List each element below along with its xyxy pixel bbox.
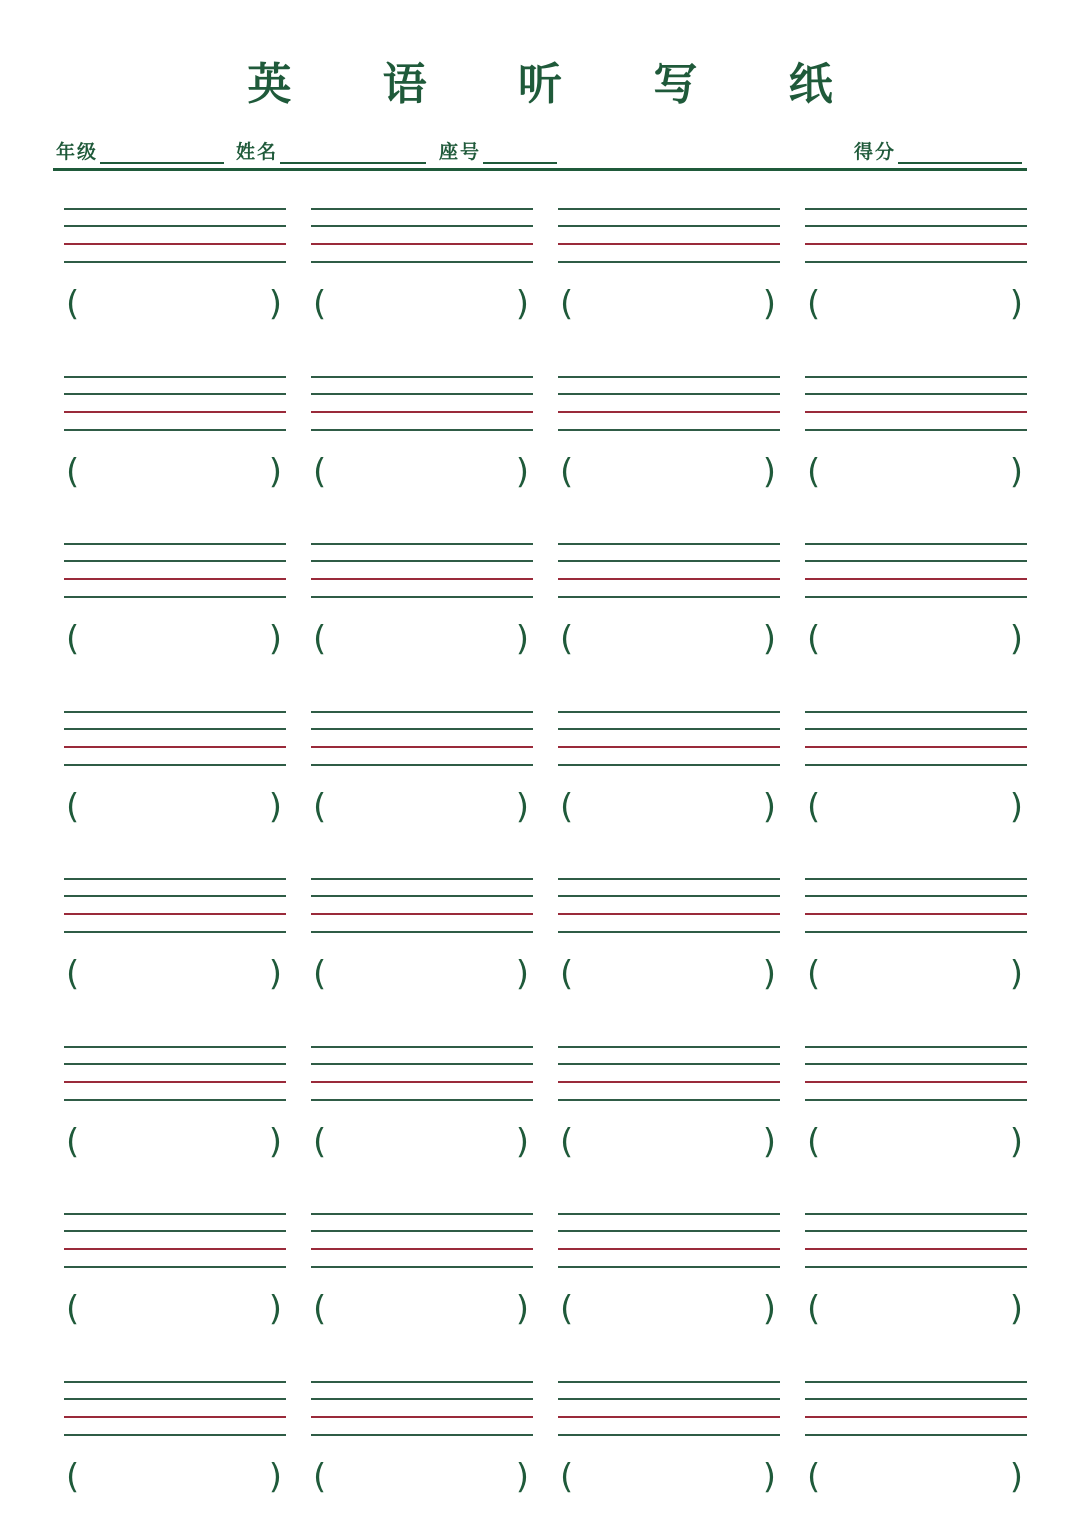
baseline-red-line xyxy=(64,1081,286,1083)
guide-line xyxy=(64,560,286,562)
writing-cell[interactable] xyxy=(311,878,533,1018)
open-paren: ( xyxy=(313,787,327,827)
score-label: 得分 xyxy=(854,141,897,163)
guide-line xyxy=(805,878,1027,880)
guide-line xyxy=(311,1381,533,1383)
close-paren: ) xyxy=(762,787,776,827)
open-paren: ( xyxy=(313,1289,327,1329)
guide-line xyxy=(805,1381,1027,1383)
open-paren: ( xyxy=(807,787,821,827)
guide-line xyxy=(311,711,533,713)
close-paren: ) xyxy=(268,1122,282,1162)
writing-cell[interactable] xyxy=(558,1381,780,1521)
guide-line xyxy=(558,1046,780,1048)
guide-line xyxy=(64,429,286,431)
guide-line xyxy=(558,225,780,227)
open-paren: ( xyxy=(66,1457,80,1497)
close-paren: ) xyxy=(268,1289,282,1329)
guide-line xyxy=(805,543,1027,545)
close-paren: ) xyxy=(515,1122,529,1162)
close-paren: ) xyxy=(268,787,282,827)
baseline-red-line xyxy=(805,913,1027,915)
guide-line xyxy=(805,895,1027,897)
close-paren: ) xyxy=(1009,787,1023,827)
baseline-red-line xyxy=(805,1248,1027,1250)
guide-line xyxy=(558,560,780,562)
baseline-red-line xyxy=(311,1081,533,1083)
guide-line xyxy=(311,1063,533,1065)
guide-line xyxy=(64,1381,286,1383)
close-paren: ) xyxy=(268,954,282,994)
baseline-red-line xyxy=(558,411,780,413)
guide-line xyxy=(805,1266,1027,1268)
open-paren: ( xyxy=(66,284,80,324)
guide-line xyxy=(558,429,780,431)
baseline-red-line xyxy=(64,578,286,580)
baseline-red-line xyxy=(558,578,780,580)
guide-line xyxy=(64,1230,286,1232)
guide-line xyxy=(64,1434,286,1436)
grade-label: 年级 xyxy=(56,141,99,163)
baseline-red-line xyxy=(64,1416,286,1418)
baseline-red-line xyxy=(558,243,780,245)
open-paren: ( xyxy=(66,1122,80,1162)
guide-line xyxy=(311,1398,533,1400)
name-label: 姓名 xyxy=(236,141,279,163)
close-paren: ) xyxy=(268,284,282,324)
guide-line xyxy=(311,429,533,431)
close-paren: ) xyxy=(515,787,529,827)
guide-line xyxy=(311,1230,533,1232)
guide-line xyxy=(64,261,286,263)
guide-line xyxy=(558,728,780,730)
baseline-red-line xyxy=(311,578,533,580)
guide-line xyxy=(558,596,780,598)
baseline-red-line xyxy=(805,578,1027,580)
guide-line xyxy=(64,376,286,378)
guide-line xyxy=(558,1266,780,1268)
open-paren: ( xyxy=(560,284,574,324)
writing-cell[interactable] xyxy=(64,878,286,1018)
guide-line xyxy=(64,1099,286,1101)
close-paren: ) xyxy=(515,619,529,659)
open-paren: ( xyxy=(560,1457,574,1497)
writing-cell[interactable] xyxy=(805,1381,1027,1521)
baseline-red-line xyxy=(311,913,533,915)
open-paren: ( xyxy=(313,284,327,324)
guide-line xyxy=(805,1099,1027,1101)
writing-cell[interactable] xyxy=(558,1046,780,1186)
close-paren: ) xyxy=(762,1122,776,1162)
guide-line xyxy=(64,208,286,210)
guide-line xyxy=(311,1099,533,1101)
writing-cell[interactable] xyxy=(805,1213,1027,1353)
writing-cell[interactable] xyxy=(558,1213,780,1353)
writing-cell[interactable] xyxy=(558,543,780,683)
guide-line xyxy=(64,931,286,933)
writing-cell[interactable] xyxy=(311,1046,533,1186)
guide-line xyxy=(311,393,533,395)
guide-line xyxy=(64,596,286,598)
guide-line xyxy=(805,376,1027,378)
open-paren: ( xyxy=(313,1122,327,1162)
open-paren: ( xyxy=(66,954,80,994)
guide-line xyxy=(558,931,780,933)
close-paren: ) xyxy=(515,1289,529,1329)
writing-cell[interactable] xyxy=(558,376,780,516)
guide-line xyxy=(805,764,1027,766)
close-paren: ) xyxy=(1009,284,1023,324)
open-paren: ( xyxy=(807,1289,821,1329)
close-paren: ) xyxy=(1009,1289,1023,1329)
open-paren: ( xyxy=(66,787,80,827)
baseline-red-line xyxy=(805,243,1027,245)
writing-cell[interactable] xyxy=(64,1046,286,1186)
close-paren: ) xyxy=(762,954,776,994)
open-paren: ( xyxy=(313,619,327,659)
guide-line xyxy=(558,1099,780,1101)
close-paren: ) xyxy=(1009,619,1023,659)
baseline-red-line xyxy=(805,746,1027,748)
guide-line xyxy=(311,560,533,562)
writing-cell[interactable] xyxy=(311,376,533,516)
guide-line xyxy=(805,711,1027,713)
guide-line xyxy=(805,208,1027,210)
baseline-red-line xyxy=(311,746,533,748)
open-paren: ( xyxy=(313,1457,327,1497)
baseline-red-line xyxy=(64,243,286,245)
open-paren: ( xyxy=(807,619,821,659)
close-paren: ) xyxy=(762,452,776,492)
guide-line xyxy=(805,931,1027,933)
baseline-red-line xyxy=(805,1416,1027,1418)
guide-line xyxy=(805,1046,1027,1048)
close-paren: ) xyxy=(515,954,529,994)
baseline-red-line xyxy=(311,1416,533,1418)
guide-line xyxy=(311,764,533,766)
baseline-red-line xyxy=(558,913,780,915)
baseline-red-line xyxy=(64,913,286,915)
guide-line xyxy=(64,878,286,880)
writing-cell[interactable] xyxy=(805,376,1027,516)
guide-line xyxy=(805,560,1027,562)
guide-line xyxy=(64,728,286,730)
guide-line xyxy=(64,895,286,897)
writing-cell[interactable] xyxy=(558,208,780,348)
guide-line xyxy=(805,1434,1027,1436)
writing-cell[interactable] xyxy=(311,543,533,683)
writing-cell[interactable] xyxy=(558,711,780,851)
baseline-red-line xyxy=(311,411,533,413)
open-paren: ( xyxy=(807,1457,821,1497)
writing-cell[interactable] xyxy=(311,208,533,348)
guide-line xyxy=(558,711,780,713)
open-paren: ( xyxy=(66,619,80,659)
close-paren: ) xyxy=(762,284,776,324)
guide-line xyxy=(64,393,286,395)
baseline-red-line xyxy=(558,1416,780,1418)
close-paren: ) xyxy=(268,1457,282,1497)
baseline-red-line xyxy=(558,746,780,748)
guide-line xyxy=(805,596,1027,598)
guide-line xyxy=(558,764,780,766)
close-paren: ) xyxy=(1009,1457,1023,1497)
guide-line xyxy=(64,764,286,766)
writing-cell[interactable] xyxy=(64,1213,286,1353)
guide-line xyxy=(805,728,1027,730)
close-paren: ) xyxy=(515,284,529,324)
guide-line xyxy=(311,1434,533,1436)
baseline-red-line xyxy=(558,1248,780,1250)
guide-line xyxy=(311,895,533,897)
guide-line xyxy=(805,225,1027,227)
writing-cell[interactable] xyxy=(64,1381,286,1521)
guide-line xyxy=(805,1230,1027,1232)
open-paren: ( xyxy=(66,1289,80,1329)
close-paren: ) xyxy=(762,1289,776,1329)
guide-line xyxy=(558,1063,780,1065)
open-paren: ( xyxy=(560,1122,574,1162)
guide-line xyxy=(311,728,533,730)
guide-line xyxy=(558,261,780,263)
guide-line xyxy=(805,1063,1027,1065)
writing-cell[interactable] xyxy=(64,543,286,683)
guide-line xyxy=(64,1046,286,1048)
guide-line xyxy=(558,1398,780,1400)
guide-line xyxy=(558,393,780,395)
writing-cell[interactable] xyxy=(64,711,286,851)
open-paren: ( xyxy=(807,1122,821,1162)
baseline-red-line xyxy=(805,411,1027,413)
page-title: 英 语 听 写 纸 xyxy=(247,59,871,110)
guide-line xyxy=(805,1213,1027,1215)
writing-cell[interactable] xyxy=(311,1381,533,1521)
guide-line xyxy=(558,376,780,378)
guide-line xyxy=(311,878,533,880)
guide-line xyxy=(558,1230,780,1232)
close-paren: ) xyxy=(515,452,529,492)
writing-cell[interactable] xyxy=(311,711,533,851)
guide-line xyxy=(311,1046,533,1048)
open-paren: ( xyxy=(807,452,821,492)
guide-line xyxy=(558,1213,780,1215)
guide-line xyxy=(311,225,533,227)
guide-line xyxy=(311,596,533,598)
guide-line xyxy=(64,1266,286,1268)
close-paren: ) xyxy=(1009,1122,1023,1162)
close-paren: ) xyxy=(268,619,282,659)
writing-cell[interactable] xyxy=(64,208,286,348)
open-paren: ( xyxy=(807,954,821,994)
guide-line xyxy=(64,1398,286,1400)
guide-line xyxy=(64,543,286,545)
close-paren: ) xyxy=(762,619,776,659)
close-paren: ) xyxy=(762,1457,776,1497)
baseline-red-line xyxy=(558,1081,780,1083)
open-paren: ( xyxy=(560,452,574,492)
open-paren: ( xyxy=(560,619,574,659)
guide-line xyxy=(311,1213,533,1215)
baseline-red-line xyxy=(64,411,286,413)
writing-cell[interactable] xyxy=(805,543,1027,683)
close-paren: ) xyxy=(1009,452,1023,492)
baseline-red-line xyxy=(311,1248,533,1250)
guide-line xyxy=(311,208,533,210)
guide-line xyxy=(805,429,1027,431)
guide-line xyxy=(558,1434,780,1436)
writing-cell[interactable] xyxy=(805,711,1027,851)
open-paren: ( xyxy=(313,954,327,994)
writing-cell[interactable] xyxy=(805,208,1027,348)
writing-cell[interactable] xyxy=(805,878,1027,1018)
guide-line xyxy=(558,543,780,545)
guide-line xyxy=(805,393,1027,395)
guide-line xyxy=(311,1266,533,1268)
open-paren: ( xyxy=(560,1289,574,1329)
baseline-red-line xyxy=(311,243,533,245)
close-paren: ) xyxy=(268,452,282,492)
open-paren: ( xyxy=(807,284,821,324)
open-paren: ( xyxy=(313,452,327,492)
open-paren: ( xyxy=(66,452,80,492)
baseline-red-line xyxy=(64,1248,286,1250)
guide-line xyxy=(805,1398,1027,1400)
close-paren: ) xyxy=(1009,954,1023,994)
writing-cell[interactable] xyxy=(64,376,286,516)
guide-line xyxy=(64,1063,286,1065)
guide-line xyxy=(311,376,533,378)
writing-cell[interactable] xyxy=(311,1213,533,1353)
open-paren: ( xyxy=(560,954,574,994)
writing-cell[interactable] xyxy=(805,1046,1027,1186)
guide-line xyxy=(558,208,780,210)
guide-line xyxy=(64,711,286,713)
open-paren: ( xyxy=(560,787,574,827)
guide-line xyxy=(558,878,780,880)
guide-line xyxy=(311,543,533,545)
baseline-red-line xyxy=(805,1081,1027,1083)
seat-label: 座号 xyxy=(439,141,482,163)
guide-line xyxy=(558,1381,780,1383)
guide-line xyxy=(805,261,1027,263)
guide-line xyxy=(311,261,533,263)
baseline-red-line xyxy=(64,746,286,748)
guide-line xyxy=(64,225,286,227)
guide-line xyxy=(64,1213,286,1215)
guide-line xyxy=(558,895,780,897)
guide-line xyxy=(311,931,533,933)
close-paren: ) xyxy=(515,1457,529,1497)
writing-cell[interactable] xyxy=(558,878,780,1018)
